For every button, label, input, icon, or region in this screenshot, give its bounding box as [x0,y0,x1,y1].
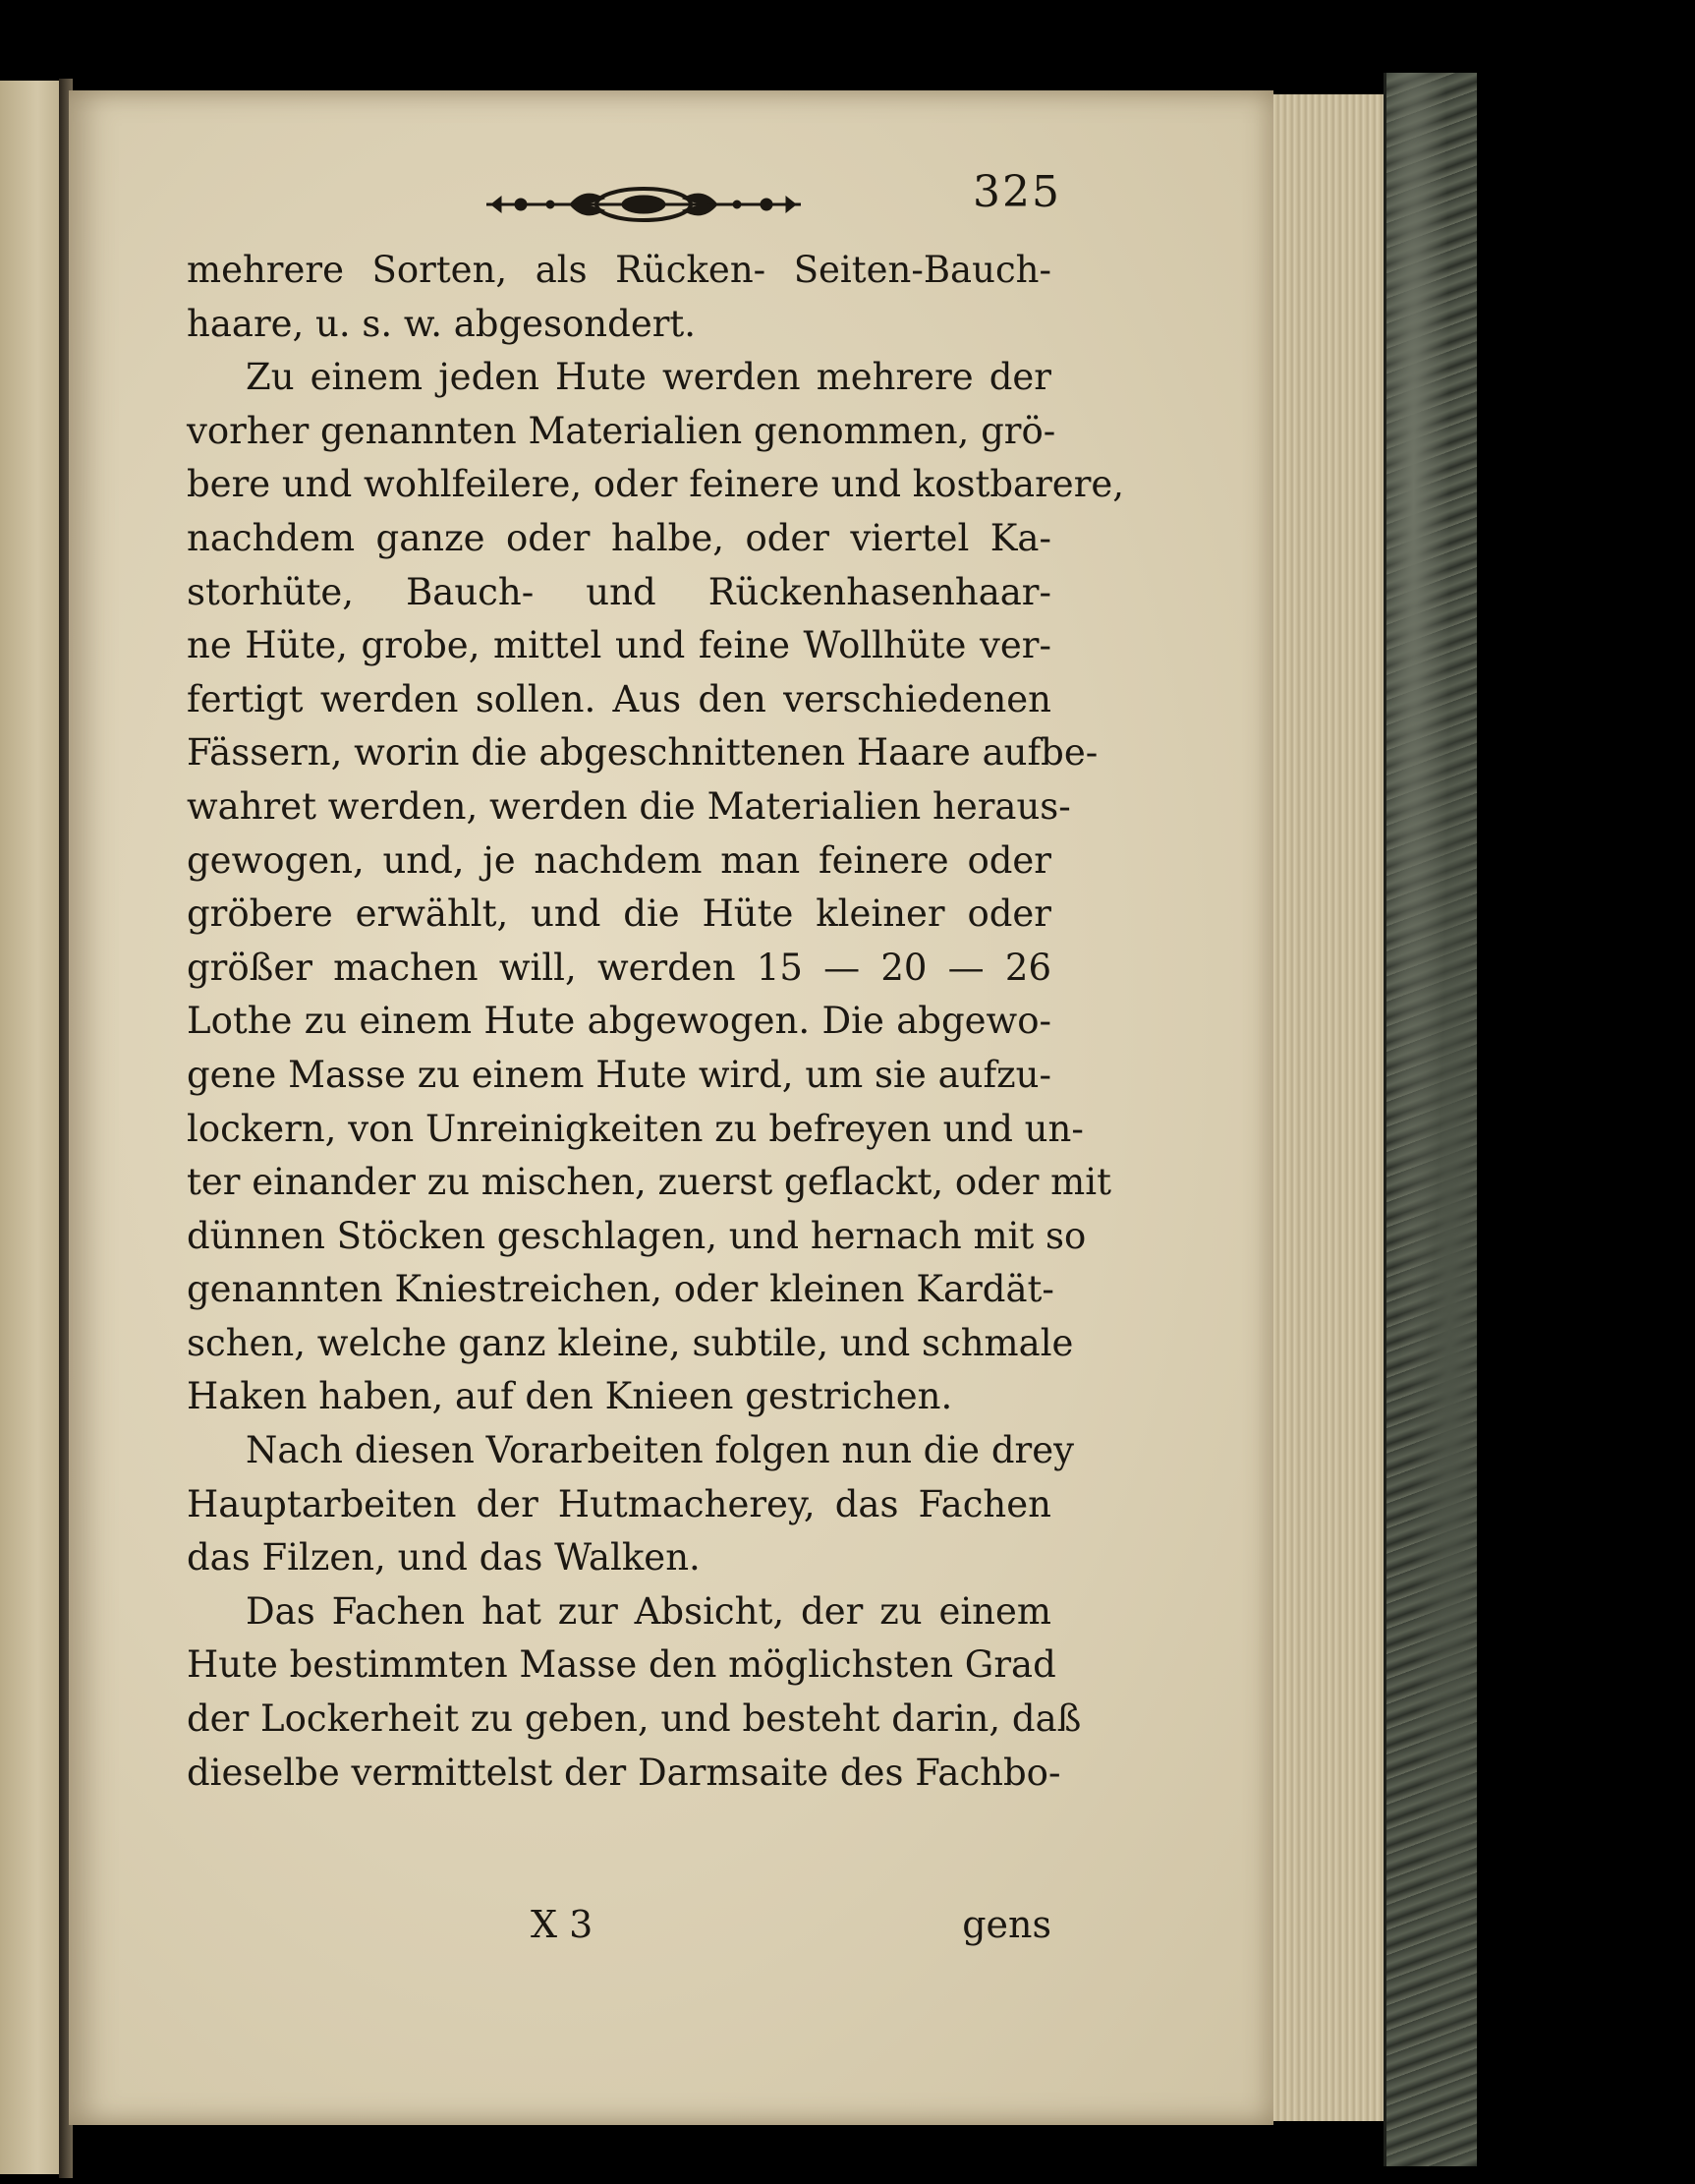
text-line: größer machen will, werden 15 — 20 — 26 [187,946,1051,989]
text-line: nachdem ganze oder halbe, oder viertel Ka- [187,516,1051,559]
text-line: der Lockerheit zu geben, und besteht darin, daß [187,1697,1082,1741]
page-footer [187,1903,1051,1962]
text-line: Fässern, worin die abgeschnittenen Haare aufbe- [187,731,1099,775]
text-line: mehrere Sorten, als Rücken- Seiten-Bauch- [187,249,1051,291]
text-line: Lothe zu einem Hute abgewogen. Die abgewo- [187,1000,1051,1043]
text-line: gröbere erwählt, und die Hüte kleiner oder [187,892,1051,936]
paragraph-start-line: Das Fachen hat zur Absicht, der zu einem [246,1589,1051,1633]
body-text [187,244,1125,1800]
text-line: genannten Kniestreichen, oder kleinen Kardät- [187,1268,1054,1311]
text-line: Hute bestimmten Masse den möglichsten Grad [187,1643,1056,1687]
text-line: wahret werden, werden die Materialien heraus- [187,784,1071,828]
text-line: dieselbe vermittelst der Darmsaite des Fachbo- [187,1751,1061,1794]
text-line: haare, u. s. w. abgesondert. [187,302,697,345]
text-line: ne Hüte, grobe, mittel und feine Wollhüte ver- [187,624,1051,667]
page-edges-stack [1273,94,1387,2121]
text-line: dünnen Stöcken geschlagen, und hernach mit so [187,1214,1087,1257]
text-line: lockern, von Unreinigkeiten zu befreyen und un- [187,1107,1084,1150]
catchword: gens [962,1903,1051,1946]
text-line: Hauptarbeiten der Hutmacherey, das Fachen [187,1482,1051,1525]
text-line: bere und wohlfeilere, oder feinere und kostbarere, [187,463,1125,506]
marbled-cover-board [1384,73,1477,2166]
text-line: schen, welche ganz kleine, subtile, und schmale [187,1321,1074,1364]
text-line: das Filzen, und das Walken. [187,1536,701,1580]
page-header [69,167,1273,246]
text-line: vorher genannten Materialien genommen, grö- [187,409,1056,452]
text-line: storhüte, Bauch- und Rückenhasenhaar- [187,570,1051,613]
printers-ornament-icon [481,175,806,234]
paragraph-start-line: Zu einem jeden Hute werden mehrere der [246,356,1051,399]
text-line: Haken haben, auf den Knieen gestrichen. [187,1375,953,1418]
signature-mark: X 3 [531,1903,593,1946]
text-line: ter einander zu mischen, zuerst geflackt, oder mit [187,1161,1111,1204]
previous-page-edge [0,81,63,2174]
paragraph-start-line: Nach diesen Vorarbeiten folgen nun die drey [246,1429,1075,1472]
text-line: gewogen, und, je nachdem man feinere oder [187,838,1051,882]
text-line: gene Masse zu einem Hute wird, um sie aufzu- [187,1053,1051,1096]
text-line: fertigt werden sollen. Aus den verschiedenen [187,677,1051,720]
page-number: 325 [973,167,1061,217]
